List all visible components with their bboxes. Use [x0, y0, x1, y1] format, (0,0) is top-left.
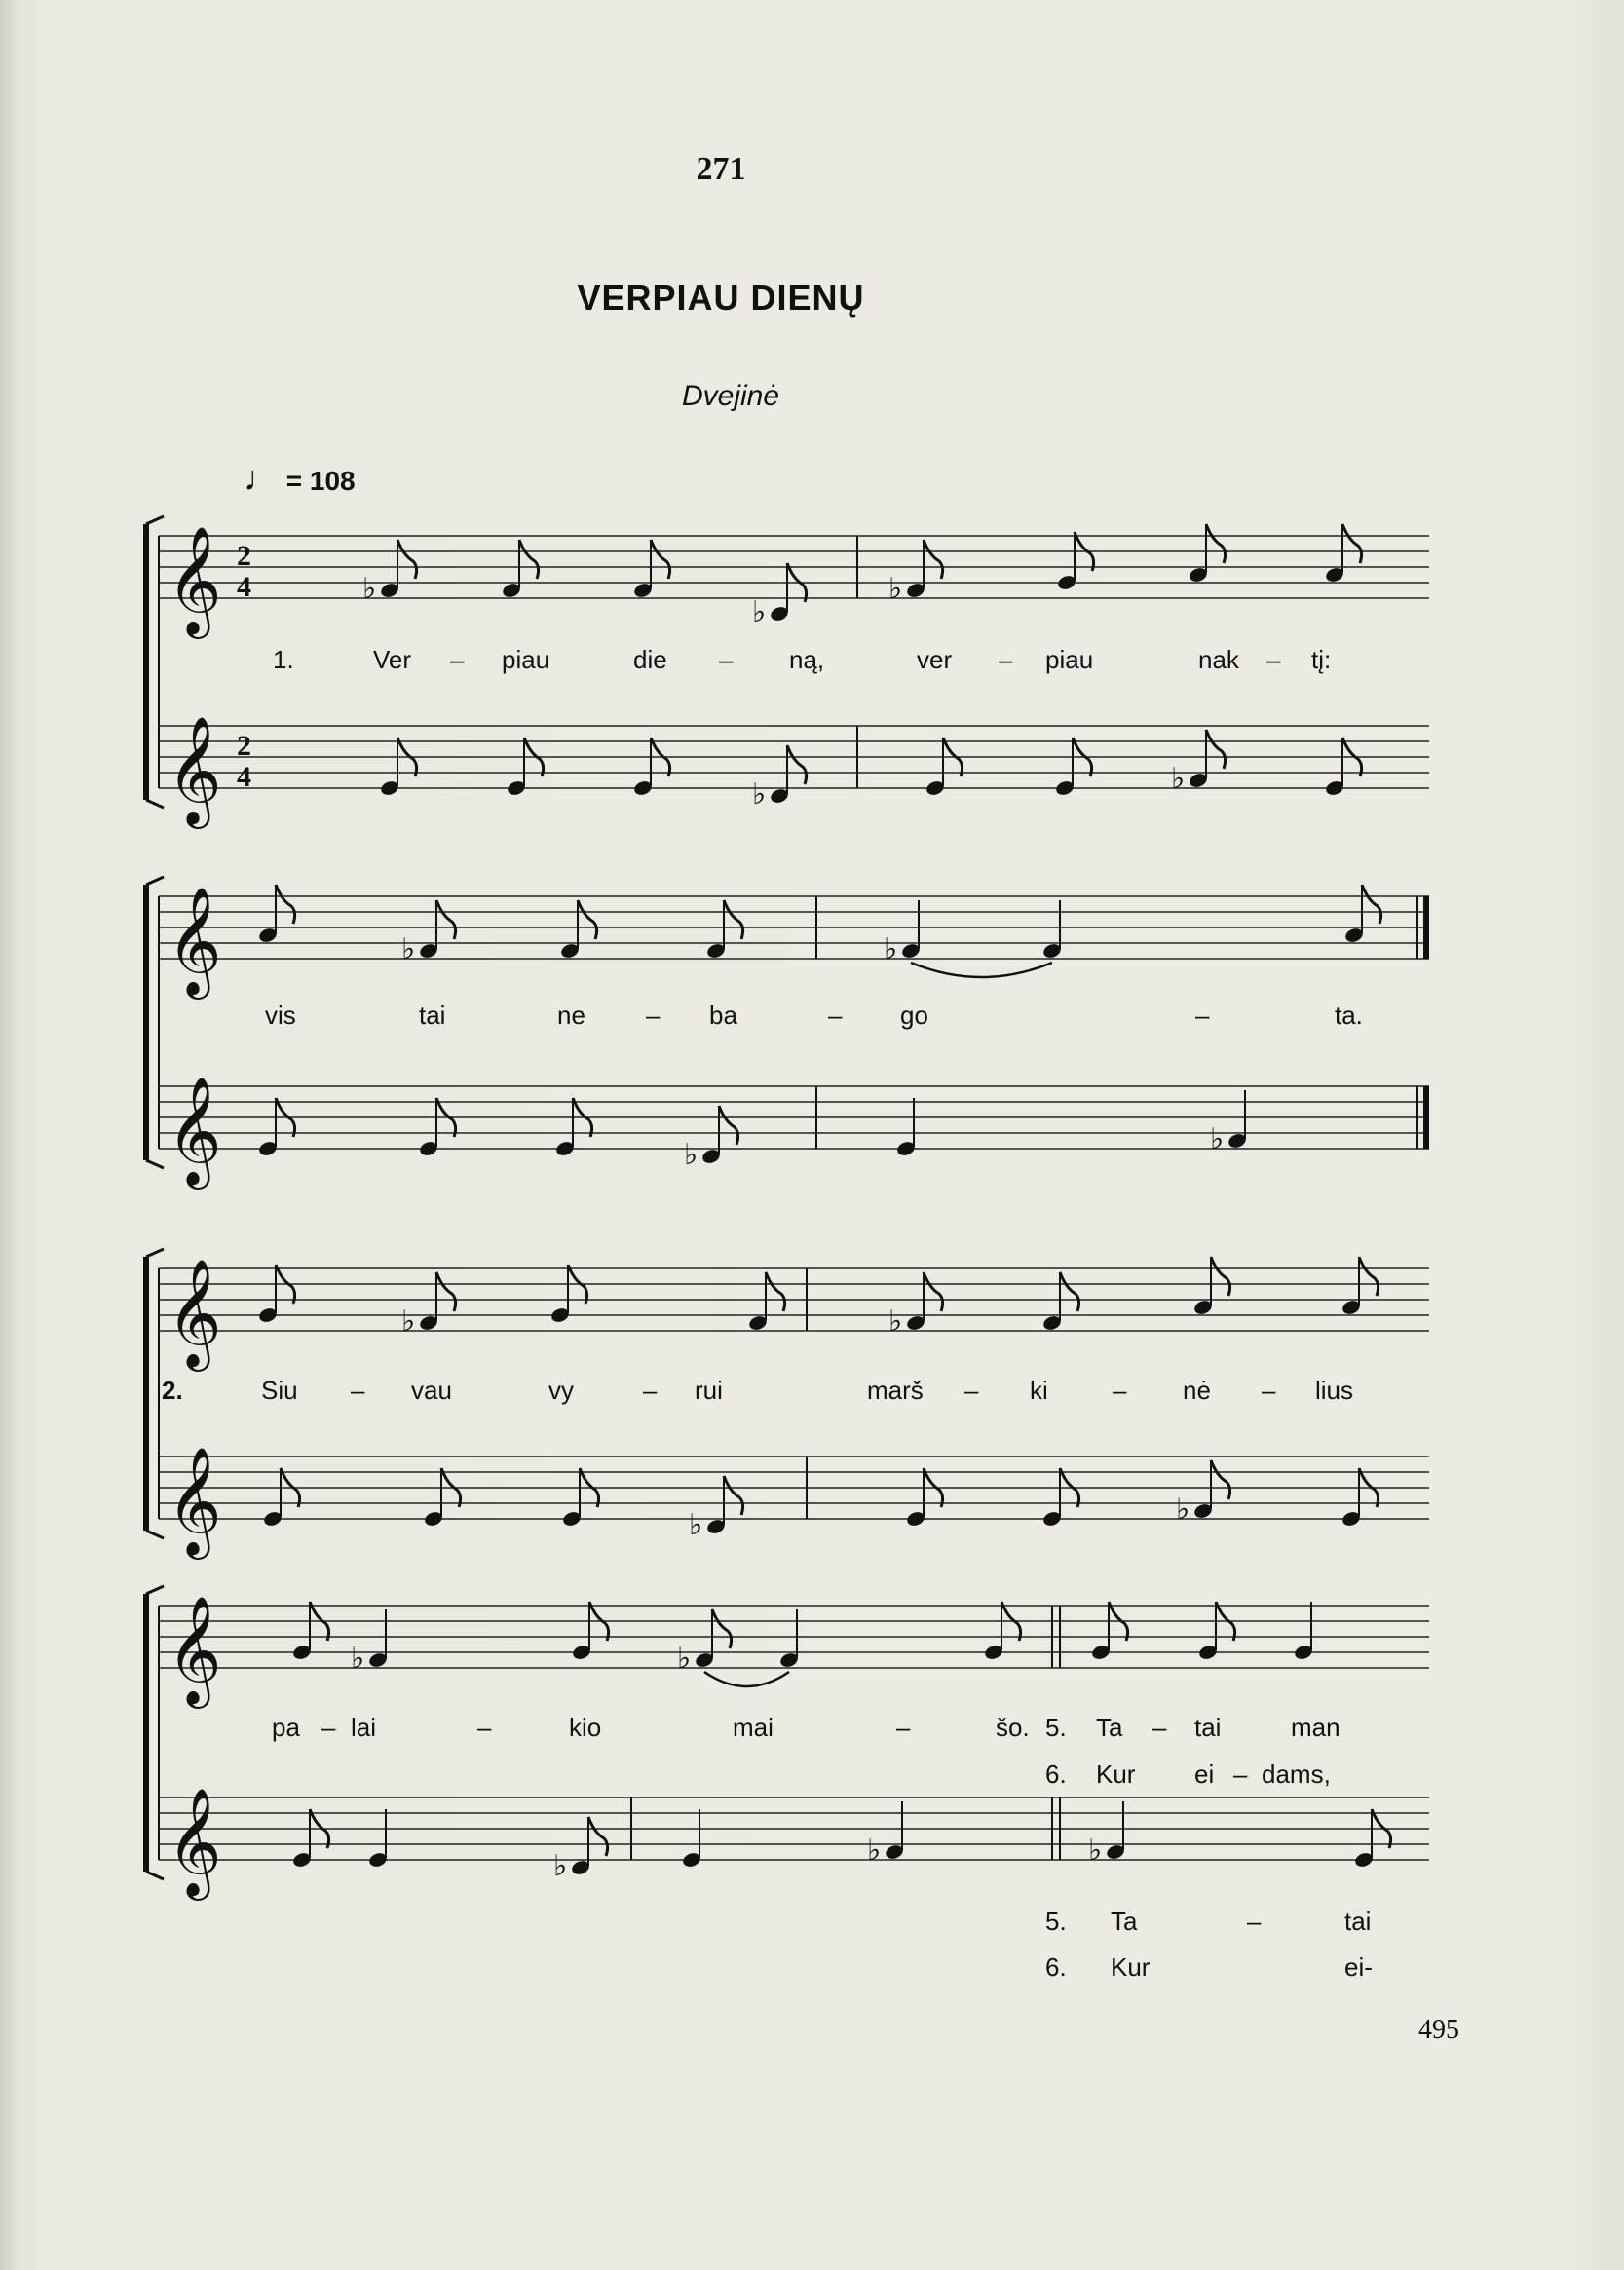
lyric-syllable: mai: [733, 1713, 774, 1742]
lyric-syllable: rui: [695, 1376, 723, 1405]
lyric-syllable: marš: [867, 1376, 924, 1405]
flat-icon: ♭: [1088, 1834, 1103, 1868]
lyric-syllable: ki: [1030, 1376, 1048, 1405]
flat-icon: ♭: [677, 1642, 692, 1676]
lyric-syllable: –: [828, 1001, 843, 1030]
time-signature-bottom: 4: [237, 761, 251, 793]
note-flag: [651, 540, 670, 579]
lyric-syllable: –: [351, 1376, 365, 1405]
page-number: 495: [1418, 2015, 1459, 2045]
note-flag: [724, 900, 743, 939]
note-flag: [924, 1272, 943, 1311]
treble-clef-icon: 𝄞: [167, 1787, 222, 1896]
flat-icon: ♭: [351, 1642, 365, 1676]
note-flag: [519, 540, 539, 579]
lyric-syllable: piau: [502, 645, 550, 674]
lyric-syllable: –: [1233, 1759, 1248, 1789]
lyric-syllable: ei: [1194, 1759, 1215, 1789]
lyric-syllable: tai: [1344, 1907, 1372, 1936]
quarter-note-icon: ♩: [244, 458, 279, 498]
note-flag: [1206, 730, 1226, 769]
lyric-syllable: –: [1262, 1376, 1276, 1405]
lyric-syllable: Siu: [261, 1376, 298, 1405]
flat-icon: ♭: [867, 1834, 882, 1868]
treble-clef-icon: 𝄞: [167, 1595, 222, 1704]
system-bracket-bottom: [146, 1531, 164, 1538]
flat-icon: ♭: [362, 572, 377, 606]
time-signature-top: 2: [237, 730, 251, 762]
lyric-syllable: ne: [557, 1001, 585, 1030]
lyric-syllable: –: [321, 1713, 336, 1742]
note-flag: [724, 1476, 743, 1515]
lyric-syllable: vy: [548, 1376, 574, 1405]
system-bracket-bottom: [146, 800, 164, 808]
system-bracket-top: [146, 877, 164, 885]
note-flag: [1362, 885, 1381, 924]
song-subtitle: Dvejinė: [681, 380, 780, 412]
system-bracket-top: [146, 1249, 164, 1257]
flat-icon: ♭: [1210, 1122, 1225, 1156]
note-flag: [276, 885, 295, 924]
note-flag: [924, 540, 943, 579]
system-bracket-top: [146, 1586, 164, 1594]
lyric-syllable: ei-: [1344, 1952, 1373, 1982]
note-flag: [1206, 524, 1226, 563]
lyric-syllable: –: [450, 645, 465, 674]
lyric-syllable: 6.: [1045, 1759, 1067, 1789]
lyric-syllable: –: [1152, 1713, 1167, 1742]
lyric-syllable: vau: [411, 1376, 452, 1405]
note-flag: [719, 1106, 738, 1145]
lyric-syllable: ta.: [1335, 1001, 1363, 1030]
lyric-syllable: ba: [709, 1001, 737, 1030]
lyric-syllable: pa: [272, 1713, 300, 1742]
lyric-syllable: dams,: [1262, 1759, 1331, 1789]
flat-icon: ♭: [684, 1138, 699, 1172]
flat-icon: ♭: [888, 1305, 903, 1339]
treble-clef-icon: 𝄞: [167, 1446, 222, 1555]
treble-clef-icon: 𝄞: [167, 1076, 222, 1185]
note-flag: [766, 1272, 785, 1311]
lyric-syllable: ną,: [789, 645, 825, 674]
time-signature-bottom: 4: [237, 571, 251, 603]
flat-icon: ♭: [888, 572, 903, 606]
note-flag: [436, 1272, 456, 1311]
note-flag: [436, 900, 456, 939]
lyric-syllable: Ta: [1096, 1713, 1123, 1742]
lyric-syllable: man: [1291, 1713, 1341, 1742]
lyric-syllable: –: [719, 645, 734, 674]
lyric-syllable: –: [1266, 645, 1281, 674]
system-bracket-bottom: [146, 1160, 164, 1168]
lyric-syllable: lai: [351, 1713, 377, 1742]
note-flag: [1211, 1257, 1230, 1296]
note-flag: [588, 1817, 608, 1856]
treble-clef-icon: 𝄞: [167, 525, 222, 634]
lyric-syllable: 5.: [1045, 1907, 1067, 1936]
tempo-value: = 108: [285, 466, 356, 496]
system-bracket-top: [146, 516, 164, 524]
system-bracket-bottom: [146, 1872, 164, 1879]
lyric-syllable: –: [999, 645, 1013, 674]
lyric-syllable: –: [964, 1376, 979, 1405]
lyric-syllable: 6.: [1045, 1952, 1067, 1982]
lyric-syllable: nė: [1183, 1376, 1211, 1405]
flat-icon: ♭: [553, 1849, 568, 1883]
lyric-syllable: Ver: [373, 645, 412, 674]
lyric-syllable: –: [1113, 1376, 1127, 1405]
lyric-syllable: –: [1195, 1001, 1210, 1030]
note-flag: [397, 540, 417, 579]
flat-icon: ♭: [401, 932, 416, 966]
lyric-syllable: –: [477, 1713, 492, 1742]
lyric-syllable: lius: [1315, 1376, 1354, 1405]
lyric-syllable: –: [646, 1001, 661, 1030]
flat-icon: ♭: [1171, 762, 1186, 796]
treble-clef-icon: 𝄞: [167, 886, 222, 995]
lyric-syllable: go: [900, 1001, 928, 1030]
note-flag: [578, 900, 597, 939]
lyric-syllable: –: [1247, 1907, 1262, 1936]
lyric-syllable: 1.: [273, 645, 294, 674]
flat-icon: ♭: [752, 595, 767, 629]
lyric-syllable: vis: [265, 1001, 296, 1030]
lyric-syllable: ver: [917, 645, 953, 674]
lyric-syllable: Ta: [1111, 1907, 1138, 1936]
lyric-syllable: tį:: [1311, 645, 1332, 674]
lyric-syllable: 5.: [1045, 1713, 1067, 1742]
lyric-syllable: kio: [569, 1713, 602, 1742]
lyric-syllable: šo.: [996, 1713, 1030, 1742]
lyric-syllable: Kur: [1111, 1952, 1151, 1982]
lyric-syllable: Kur: [1096, 1759, 1136, 1789]
note-flag: [712, 1609, 732, 1648]
slur: [911, 963, 1052, 977]
note-flag: [787, 745, 807, 784]
flat-icon: ♭: [689, 1508, 703, 1542]
lyric-syllable: –: [643, 1376, 658, 1405]
lyric-syllable: tai: [1194, 1713, 1222, 1742]
song-number: 271: [696, 151, 746, 187]
lyric-syllable: tai: [419, 1001, 446, 1030]
flat-icon: ♭: [752, 777, 767, 812]
lyric-syllable: nak: [1198, 645, 1239, 674]
note-flag: [1060, 1272, 1079, 1311]
lyric-syllable: 2.: [162, 1376, 183, 1405]
note-flag: [1359, 1257, 1379, 1296]
treble-clef-icon: 𝄞: [167, 715, 222, 824]
lyric-syllable: –: [896, 1713, 911, 1742]
note-flag: [1342, 524, 1362, 563]
treble-clef-icon: 𝄞: [167, 1258, 222, 1367]
song-title: VERPIAU DIENŲ: [577, 278, 865, 318]
lyric-syllable: piau: [1045, 645, 1094, 674]
flat-icon: ♭: [884, 932, 898, 966]
flat-icon: ♭: [401, 1305, 416, 1339]
slur: [704, 1672, 789, 1686]
flat-icon: ♭: [1176, 1493, 1190, 1527]
lyric-syllable: die: [633, 645, 667, 674]
note-flag: [1211, 1460, 1230, 1499]
time-signature-top: 2: [237, 540, 251, 572]
